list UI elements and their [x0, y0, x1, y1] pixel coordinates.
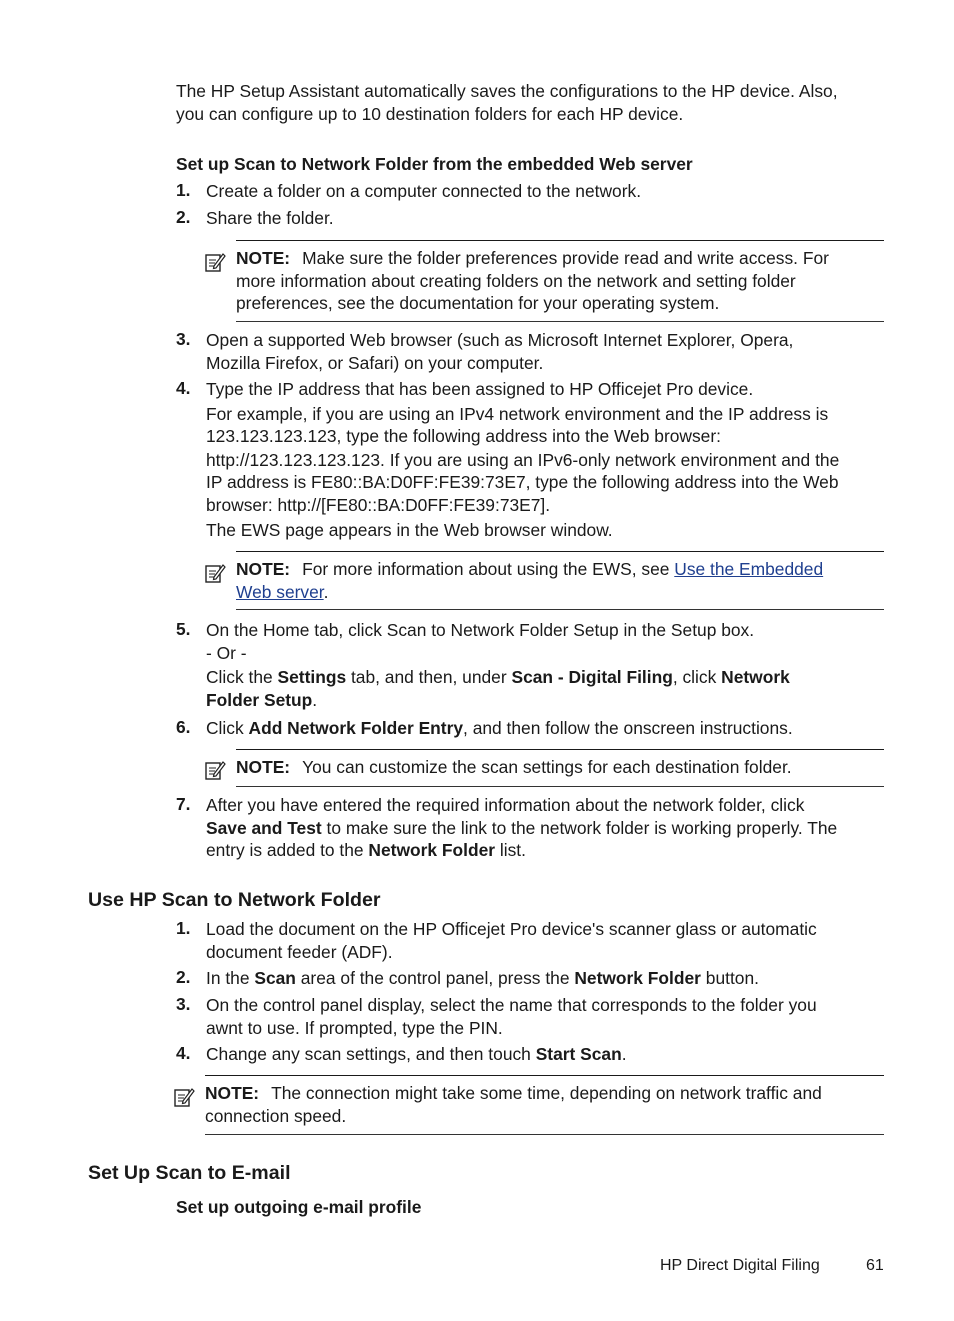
step-text [206, 794, 886, 862]
step-line: awnt to use. If prompted, type the PIN. [206, 1017, 503, 1038]
section-subtitle: Set up outgoing e-mail profile [176, 1197, 422, 1217]
step-line: For example, if you are using an IPv4 network environment and the IP address is [206, 403, 829, 424]
step-line: On the Home tab, click Scan to Network Folder Setup in the Setup box. [206, 620, 755, 640]
step-number: 3. [176, 329, 191, 349]
section-heading: Set Up Scan to E-mail [88, 1162, 291, 1184]
step-text: Share the folder. [206, 208, 334, 228]
text-run: tab, and then, under [346, 667, 512, 688]
step-number: 7. [176, 794, 191, 814]
step-text [206, 967, 886, 990]
step-text [206, 717, 886, 740]
note-line: preferences, see the documentation for your operating system. [236, 293, 720, 314]
text-run: . [621, 1044, 627, 1064]
section-subtitle: Set up Scan to Network Folder from the embedded Web server [176, 154, 693, 174]
note-box [205, 1075, 884, 1135]
note-line: The connection might take some time, depending on network traffic and [271, 1083, 822, 1103]
text-run: area of the control panel, press the [295, 968, 575, 988]
step-line: The EWS page appears in the Web browser window. [206, 519, 613, 540]
bold-run: Save and Test [206, 817, 322, 838]
step-line: After you have entered the required information about the network folder, click [206, 795, 805, 815]
step-number: 5. [176, 619, 191, 639]
step-text: Create a folder on a computer connected to the network. [206, 181, 642, 201]
step-number: 2. [176, 207, 191, 227]
step-text [206, 378, 886, 541]
intro-line: The HP Setup Assistant automatically saves the configurations to the HP device. Also, [176, 81, 838, 101]
section-heading: Use HP Scan to Network Folder [88, 889, 381, 911]
note-text [236, 756, 884, 779]
step-text [206, 329, 886, 374]
note-box [236, 551, 884, 610]
note-pencil-icon [204, 562, 226, 584]
step-number: 4. [176, 1043, 191, 1063]
note-box [236, 749, 884, 787]
note-line: more information about creating folders on the network and setting folder [236, 270, 796, 291]
step-number: 2. [176, 967, 191, 987]
footer-page-number: 61 [866, 1257, 884, 1274]
step-number: 4. [176, 378, 191, 398]
text-run: list. [495, 840, 526, 861]
note-pencil-icon [204, 759, 226, 781]
step-text [206, 619, 886, 711]
note-line: connection speed. [205, 1105, 347, 1126]
step-number: 3. [176, 994, 191, 1014]
step-line: Type the IP address that has been assigned to HP Officejet Pro device. [206, 379, 754, 399]
text-run: Click the [206, 667, 278, 688]
bold-run: Scan - Digital Filing [511, 667, 673, 688]
note-label: NOTE: [236, 248, 291, 268]
step-line: Mozilla Firefox, or Safari) on your computer. [206, 352, 544, 373]
ews-link[interactable]: Web server [236, 581, 324, 602]
bold-run: Folder Setup [206, 689, 313, 710]
note-text [205, 1082, 884, 1127]
text-run: to make sure the link to the network folder is working properly. The [321, 817, 838, 838]
bold-run: Network [721, 667, 790, 688]
text-run: . [312, 689, 318, 710]
text-run: In the [206, 968, 255, 988]
note-punct: . [323, 581, 329, 602]
step-line: http://123.123.123.123. If you are using an IPv6-only network environment and the [206, 449, 840, 470]
step-line: On the control panel display, select the name that corresponds to the folder you [206, 995, 817, 1015]
step-line: document feeder (ADF). [206, 941, 393, 962]
note-line: You can customize the scan settings for each destination folder. [302, 757, 792, 777]
note-text [236, 247, 884, 315]
text-run: Click [206, 718, 249, 738]
step-line: IP address is FE80::BA:D0FF:FE39:73E7, type the following address into the Web [206, 472, 839, 493]
note-label: NOTE: [236, 757, 291, 777]
step-line: - Or - [206, 642, 247, 663]
step-line: 123.123.123.123, type the following address into the Web browser: [206, 426, 721, 447]
step-number: 1. [176, 180, 191, 200]
text-run: entry is added to the [206, 840, 369, 861]
bold-run: Start Scan [535, 1044, 622, 1064]
ews-link[interactable]: Use the Embedded [674, 559, 824, 579]
step-line [206, 839, 886, 862]
text-run: , click [672, 667, 722, 688]
step-text [206, 994, 886, 1039]
note-text [236, 558, 884, 603]
bold-run: Add Network Folder Entry [248, 718, 464, 738]
note-box [236, 240, 884, 322]
bold-run: Network Folder [368, 840, 496, 861]
intro-line: you can configure up to 10 destination folders for each HP device. [176, 103, 684, 124]
text-run: Change any scan settings, and then touch [206, 1044, 536, 1064]
footer-chapter: HP Direct Digital Filing [660, 1257, 820, 1274]
text-run: , and then follow the onscreen instructions. [463, 718, 793, 738]
step-text [206, 1043, 886, 1066]
note-label: NOTE: [205, 1083, 260, 1103]
note-pencil-icon [204, 251, 226, 273]
step-number: 6. [176, 717, 191, 737]
note-line: For more information about using the EWS, see [302, 559, 675, 579]
step-number: 1. [176, 918, 191, 938]
note-pencil-icon [173, 1086, 195, 1108]
note-line: Make sure the folder preferences provide read and write access. For [302, 248, 829, 268]
step-line: Open a supported Web browser (such as Microsoft Internet Explorer, Opera, [206, 330, 794, 350]
step-line [206, 689, 886, 712]
note-label: NOTE: [236, 559, 291, 579]
text-run: button. [700, 968, 759, 988]
step-line: Load the document on the HP Officejet Pro device's scanner glass or automatic [206, 919, 817, 939]
step-line [206, 817, 886, 840]
bold-run: Scan [254, 968, 296, 988]
bold-run: Settings [277, 667, 347, 688]
intro-paragraph [176, 80, 886, 125]
step-text [206, 918, 886, 963]
step-line: browser: http://[FE80::BA:D0FF:FE39:73E7]. [206, 494, 551, 515]
bold-run: Network Folder [574, 968, 701, 988]
step-line [206, 666, 886, 689]
